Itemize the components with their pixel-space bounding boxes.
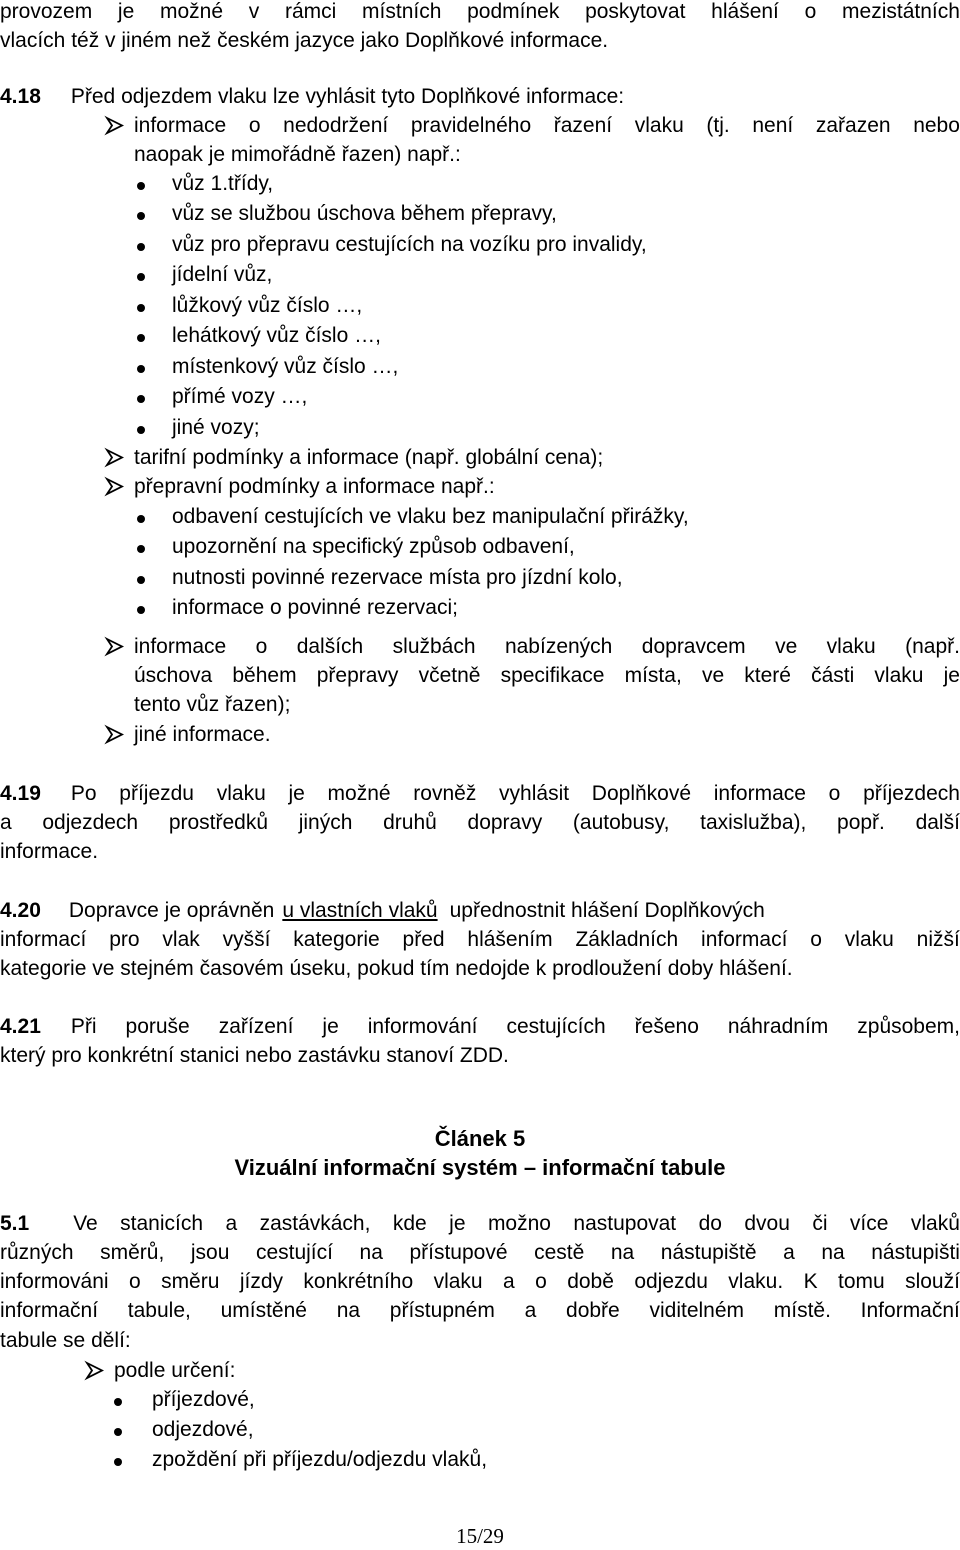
section-text: informací pro vlak vyšší kategorie před hlášením Základních informací o vlaku nižší	[0, 928, 960, 951]
intro-line-2	[0, 26, 608, 55]
section-4-21-line-2	[0, 1041, 509, 1070]
round-bullet-icon	[137, 212, 145, 220]
section-5-1-line-2	[0, 1238, 960, 1267]
section-5-1-line-3	[0, 1267, 960, 1296]
list-item	[134, 632, 960, 661]
section-text: Při poruše zařízení je informování cestujících řešeno náhradním způsobem,	[70, 1015, 960, 1038]
sub-list-item: lůžkový vůz číslo …,	[172, 294, 363, 317]
section-5-1-line-5	[0, 1326, 131, 1355]
section-5-1-line-1	[0, 1209, 960, 1238]
round-bullet-icon	[114, 1458, 122, 1466]
list-item-continuation: naopak je mimořádně řazen) např.:	[134, 143, 461, 166]
section-number: 4.21	[0, 1015, 41, 1038]
sub-list-item: vůz 1.třídy,	[172, 172, 274, 195]
intro-text: vlacích též v jiném než českém jazyce jako Doplňkové informace.	[0, 29, 609, 52]
section-5-1-line-4	[0, 1296, 960, 1325]
section-number: 5.1	[0, 1212, 30, 1235]
sub-list-item: jídelní vůz,	[172, 263, 273, 286]
section-text: Dopravce je oprávněn	[68, 899, 275, 922]
list-item-continuation	[134, 661, 960, 690]
sub-list-item: lehátkový vůz číslo …,	[172, 324, 381, 347]
section-4-19-line-3	[0, 837, 98, 866]
section-text: informace.	[0, 840, 99, 863]
round-bullet-icon	[137, 545, 145, 553]
round-bullet-icon	[137, 334, 145, 342]
sub-list-item: vůz pro přepravu cestujících na vozíku pro invalidy,	[172, 233, 647, 256]
list-item: přepravní podmínky a informace např.:	[134, 475, 495, 498]
section-text: kategorie ve stejném časovém úseku, pokud tím nedojde k prodloužení doby hlášení.	[0, 957, 793, 980]
list-item: jiné informace.	[134, 723, 271, 746]
list-item-continuation: tento vůz řazen);	[134, 693, 291, 716]
sub-list-item: přímé vozy …,	[172, 385, 308, 408]
sub-list-item: odjezdové,	[152, 1418, 254, 1441]
article-subtitle: Vizuální informační systém – informační tabule	[234, 1155, 726, 1180]
section-text: který pro konkrétní stanici nebo zastávku stanoví ZDD.	[0, 1044, 509, 1067]
intro-line-1	[0, 0, 960, 26]
round-bullet-icon	[137, 243, 145, 251]
round-bullet-icon	[137, 576, 145, 584]
section-4-18-heading	[0, 82, 624, 111]
arrow-bullet-icon	[104, 720, 126, 749]
section-number: 4.18	[0, 85, 41, 108]
list-item-text: úschova během přepravy včetně specifikace místa, ve které části vlaku je	[134, 664, 960, 687]
round-bullet-icon	[137, 395, 145, 403]
sub-list-item: vůz se službou úschova během přepravy,	[172, 202, 557, 225]
section-4-19-line-2	[0, 808, 960, 837]
round-bullet-icon	[137, 606, 145, 614]
section-text: Ve stanicích a zastávkách, kde je možno nastupovat do dvou či více vlaků	[73, 1212, 960, 1235]
section-text: Po příjezdu vlaku je možné rovněž vyhlásit Doplňkové informace o příjezdech	[70, 782, 960, 805]
sub-list-item: místenkový vůz číslo …,	[172, 355, 399, 378]
list-item	[134, 111, 960, 140]
round-bullet-icon	[137, 304, 145, 312]
arrow-bullet-icon	[104, 443, 126, 472]
list-item: podle určení:	[114, 1359, 236, 1382]
section-text: upřednostnit hlášení Doplňkových	[449, 899, 765, 922]
list-item: tarifní podmínky a informace (např. globální cena);	[134, 446, 604, 469]
list-item-text: informace o nedodržení pravidelného řazení vlaku (tj. není zařazen nebo	[134, 114, 960, 137]
sub-list-item: informace o povinné rezervaci;	[172, 596, 458, 619]
round-bullet-icon	[114, 1398, 122, 1406]
section-text: informováni o směru jízdy konkrétního vlaku a o době odjezdu vlaku. K tomu slouží	[0, 1270, 960, 1293]
round-bullet-icon	[114, 1428, 122, 1436]
section-4-20-line-2	[0, 925, 960, 954]
sub-list-item: odbavení cestujících ve vlaku bez manipulační přirážky,	[172, 505, 689, 528]
sub-list-item: nutnosti povinné rezervace místa pro jízdní kolo,	[172, 566, 623, 589]
section-number: 4.20	[0, 899, 41, 922]
section-text: různých směrů, jsou cestující na přístupové cestě na nástupiště a na nástupišti	[0, 1241, 960, 1264]
section-number: 4.19	[0, 782, 41, 805]
round-bullet-icon	[137, 515, 145, 523]
section-4-20-line-1	[0, 896, 960, 925]
round-bullet-icon	[137, 426, 145, 434]
arrow-bullet-icon	[104, 632, 126, 661]
sub-list-item: zpoždění při příjezdu/odjezdu vlaků,	[152, 1448, 488, 1471]
round-bullet-icon	[137, 273, 145, 281]
section-text: a odjezdech prostředků jiných druhů dopravy (autobusy, taxislužba), popř. další	[0, 811, 960, 834]
list-item-text: informace o dalších službách nabízených dopravcem ve vlaku (např.	[134, 635, 960, 658]
page-number: 15/29	[456, 1524, 504, 1548]
intro-text: provozem je možné v rámci místních podmínek poskytovat hlášení o mezistátních	[0, 0, 960, 23]
sub-list-item: jiné vozy;	[172, 416, 260, 439]
arrow-bullet-icon	[104, 472, 126, 501]
underlined-text: u vlastních vlaků	[282, 899, 438, 922]
round-bullet-icon	[137, 365, 145, 373]
section-text: informační tabule, umístěné na přístupném a dobře viditelném místě. Informační	[0, 1299, 960, 1322]
section-4-19-line-1	[0, 779, 960, 808]
sub-list-item: příjezdové,	[152, 1388, 255, 1411]
arrow-bullet-icon	[104, 111, 126, 140]
round-bullet-icon	[137, 182, 145, 190]
article-title: Článek 5	[434, 1126, 526, 1151]
arrow-bullet-icon	[84, 1356, 106, 1385]
section-4-20-line-3	[0, 954, 793, 983]
section-4-21-line-1	[0, 1012, 960, 1041]
sub-list-item: upozornění na specifický způsob odbavení,	[172, 535, 575, 558]
section-text: Před odjezdem vlaku lze vyhlásit tyto Doplňkové informace:	[70, 85, 625, 108]
section-text: tabule se dělí:	[0, 1329, 131, 1352]
